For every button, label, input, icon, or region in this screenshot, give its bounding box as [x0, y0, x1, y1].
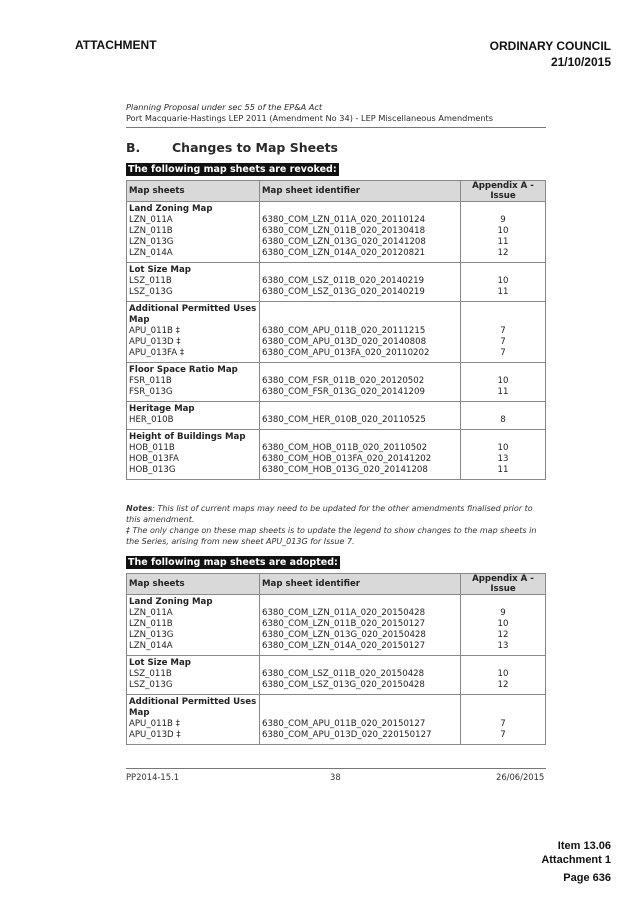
map-group-title: Floor Space Ratio Map [129, 365, 238, 375]
col-header-sheets: Map sheets [127, 181, 260, 202]
map-sheet-identifier: 6380_COM_LSZ_013G_020_20140219 [262, 287, 425, 297]
issue-cell [461, 263, 546, 302]
map-sheet: HER_010B [129, 415, 174, 425]
adopted-table [126, 573, 546, 745]
appendix-issue: 12 [497, 630, 509, 640]
identifier-cell [260, 595, 461, 656]
map-group [127, 302, 546, 363]
issue-cell [461, 363, 546, 402]
section-heading [126, 140, 546, 155]
map-sheets-cell [127, 363, 260, 402]
col-header-identifier: Map sheet identifier [260, 574, 461, 595]
map-sheets-cell [127, 595, 260, 656]
map-sheets-cell [127, 302, 260, 363]
map-sheet-identifier: 6380_COM_LZN_011A_020_20110124 [262, 215, 426, 225]
meeting-name: ORDINARY COUNCIL [489, 39, 611, 53]
map-group-title: Land Zoning Map [129, 204, 213, 214]
map-sheet-identifier: 6380_COM_APU_011B_020_20111215 [262, 326, 426, 336]
map-sheet-identifier: 6380_COM_HOB_013G_020_20141208 [262, 465, 428, 475]
issue-cell [461, 402, 546, 430]
col-header-sheets: Map sheets [127, 574, 260, 595]
identifier-cell [260, 302, 461, 363]
notes-text: : This list of current maps may need to be updated for the other amendments finalised prior to this amendment. [126, 504, 533, 524]
revoked-table [126, 180, 546, 480]
map-sheets-cell [127, 263, 260, 302]
issue-cell [461, 656, 546, 695]
map-sheet: LSZ_013G [129, 287, 173, 297]
issue-cell [461, 695, 546, 745]
meeting-date: 21/10/2015 [550, 55, 611, 69]
appendix-issue: 7 [500, 719, 506, 729]
appendix-issue: 11 [497, 287, 509, 297]
appendix-issue: 13 [497, 641, 509, 651]
attachment-number: Attachment 1 [541, 854, 611, 866]
map-group-title: Additional Permitted Uses Map [129, 304, 257, 325]
map-sheet: LSZ_011B [129, 669, 172, 679]
map-sheet: APU_011B ‡ [129, 719, 180, 729]
appendix-issue: 10 [497, 276, 509, 286]
map-sheets-cell [127, 430, 260, 480]
map-sheet: LZN_011B [129, 619, 173, 629]
col-header-appendix: Appendix A - Issue [461, 574, 546, 595]
map-sheet: FSR_011B [129, 376, 172, 386]
map-sheet: APU_013FA ‡ [129, 348, 185, 358]
map-group [127, 363, 546, 402]
map-group-title: Heritage Map [129, 404, 195, 414]
map-sheets-cell [127, 695, 260, 745]
issue-cell [461, 202, 546, 263]
appendix-issue: 11 [497, 465, 509, 475]
map-sheet-identifier: 6380_COM_APU_013D_020_20140808 [262, 337, 427, 347]
section-title: Changes to Map Sheets [172, 140, 338, 155]
running-header-line2: Port Macquarie-Hastings LEP 2011 (Amendment No 34) - LEP Miscellaneous Amendments [126, 113, 494, 123]
map-sheet-identifier: 6380_COM_LZN_011B_020_20130418 [262, 226, 426, 236]
map-sheets-cell [127, 402, 260, 430]
map-sheet: LZN_014A [129, 641, 173, 651]
map-sheet-identifier: 6380_COM_LZN_014A_020_20150127 [262, 641, 426, 651]
appendix-issue: 9 [500, 608, 506, 618]
document-running-header [126, 102, 546, 124]
map-sheet: APU_013D ‡ [129, 337, 181, 347]
adopted-bar: The following map sheets are adopted: [128, 557, 338, 568]
attachment-label: ATTACHMENT [75, 38, 157, 52]
map-sheet-identifier: 6380_COM_HER_010B_020_20110525 [262, 415, 426, 425]
notes [126, 503, 546, 547]
map-sheet-identifier: 6380_COM_LSZ_011B_020_20140219 [262, 276, 425, 286]
map-sheet-identifier: 6380_COM_APU_013FA_020_20110202 [262, 348, 430, 358]
map-sheet-identifier: 6380_COM_LZN_014A_020_20120821 [262, 248, 426, 258]
map-sheet-identifier: 6380_COM_LSZ_011B_020_20150428 [262, 669, 425, 679]
map-sheet-identifier: 6380_COM_LZN_011B_020_20150127 [262, 619, 426, 629]
map-group [127, 430, 546, 480]
identifier-cell [260, 430, 461, 480]
map-group-title: Lot Size Map [129, 265, 191, 275]
appendix-issue: 9 [500, 215, 506, 225]
map-sheet: APU_013D ‡ [129, 730, 181, 740]
map-sheet-identifier: 6380_COM_APU_011B_020_20150127 [262, 719, 426, 729]
map-sheet-identifier: 6380_COM_HOB_011B_020_20110502 [262, 443, 428, 453]
identifier-cell [260, 363, 461, 402]
map-sheet-identifier: 6380_COM_LZN_013G_020_20141208 [262, 237, 426, 247]
map-sheets-cell [127, 202, 260, 263]
item-number: Item 13.06 [557, 840, 611, 852]
map-group-title: Lot Size Map [129, 658, 191, 668]
col-header-identifier: Map sheet identifier [260, 181, 461, 202]
issue-cell [461, 595, 546, 656]
revoked-bar: The following map sheets are revoked: [128, 164, 337, 175]
identifier-cell [260, 202, 461, 263]
running-header-line1: Planning Proposal under sec 55 of the EP&A Act [126, 102, 323, 112]
map-group [127, 695, 546, 745]
map-sheet-identifier: 6380_COM_LSZ_013G_020_20150428 [262, 680, 425, 690]
page-number: Page 636 [563, 872, 611, 884]
map-group [127, 202, 546, 263]
appendix-issue: 13 [497, 454, 509, 464]
map-sheet: HOB_011B [129, 443, 175, 453]
appendix-issue: 12 [497, 248, 509, 258]
map-group [127, 263, 546, 302]
appendix-issue: 7 [500, 326, 506, 336]
identifier-cell [260, 263, 461, 302]
map-group [127, 402, 546, 430]
appendix-issue: 10 [497, 376, 509, 386]
notes-text-2: ‡ The only change on these map sheets is to update the legend to show changes to the map sheets in the Series, arising from new sheet APU_013G for Issue 7. [126, 526, 537, 546]
map-sheet-identifier: 6380_COM_FSR_011B_020_20120502 [262, 376, 425, 386]
map-group [127, 656, 546, 695]
map-sheet: LZN_011A [129, 215, 173, 225]
header-rule [126, 127, 546, 128]
notes-label: Notes [126, 504, 153, 513]
map-sheet: HOB_013FA [129, 454, 179, 464]
section-letter: B. [126, 140, 141, 155]
doc-footer-ref: PP2014-15.1 [126, 772, 180, 782]
map-group [127, 595, 546, 656]
map-sheets-cell [127, 656, 260, 695]
appendix-issue: 10 [497, 443, 509, 453]
map-group-title: Land Zoning Map [129, 597, 213, 607]
appendix-issue: 10 [497, 226, 509, 236]
map-group-title: Additional Permitted Uses Map [129, 697, 257, 718]
map-sheet-identifier: 6380_COM_LZN_011A_020_20150428 [262, 608, 426, 618]
map-sheet-identifier: 6380_COM_HOB_013FA_020_20141202 [262, 454, 432, 464]
col-header-appendix: Appendix A - Issue [461, 181, 546, 202]
appendix-issue: 12 [497, 680, 509, 690]
map-sheet: LSZ_013G [129, 680, 173, 690]
map-sheet: LZN_013G [129, 237, 174, 247]
issue-cell [461, 302, 546, 363]
meeting-header [490, 38, 611, 70]
appendix-issue: 10 [497, 669, 509, 679]
appendix-issue: 11 [497, 387, 509, 397]
footer-rule [126, 768, 546, 769]
map-sheet: LSZ_011B [129, 276, 172, 286]
doc-footer-page: 38 [330, 772, 341, 782]
identifier-cell [260, 656, 461, 695]
appendix-issue: 7 [500, 337, 506, 347]
appendix-issue: 7 [500, 348, 506, 358]
map-sheet: HOB_013G [129, 465, 176, 475]
map-sheet: FSR_013G [129, 387, 173, 397]
map-sheet-identifier: 6380_COM_APU_013D_020_220150127 [262, 730, 432, 740]
map-sheet-identifier: 6380_COM_LZN_013G_020_20150428 [262, 630, 426, 640]
map-sheet: LZN_013G [129, 630, 174, 640]
appendix-issue: 7 [500, 730, 506, 740]
appendix-issue: 8 [500, 415, 506, 425]
map-sheet: LZN_014A [129, 248, 173, 258]
map-group-title: Height of Buildings Map [129, 432, 246, 442]
map-sheet-identifier: 6380_COM_FSR_013G_020_20141209 [262, 387, 425, 397]
identifier-cell [260, 402, 461, 430]
map-sheet: LZN_011A [129, 608, 173, 618]
identifier-cell [260, 695, 461, 745]
appendix-issue: 11 [497, 237, 509, 247]
appendix-issue: 10 [497, 619, 509, 629]
map-sheet: LZN_011B [129, 226, 173, 236]
doc-footer-date: 26/06/2015 [496, 772, 545, 782]
issue-cell [461, 430, 546, 480]
map-sheet: APU_011B ‡ [129, 326, 180, 336]
